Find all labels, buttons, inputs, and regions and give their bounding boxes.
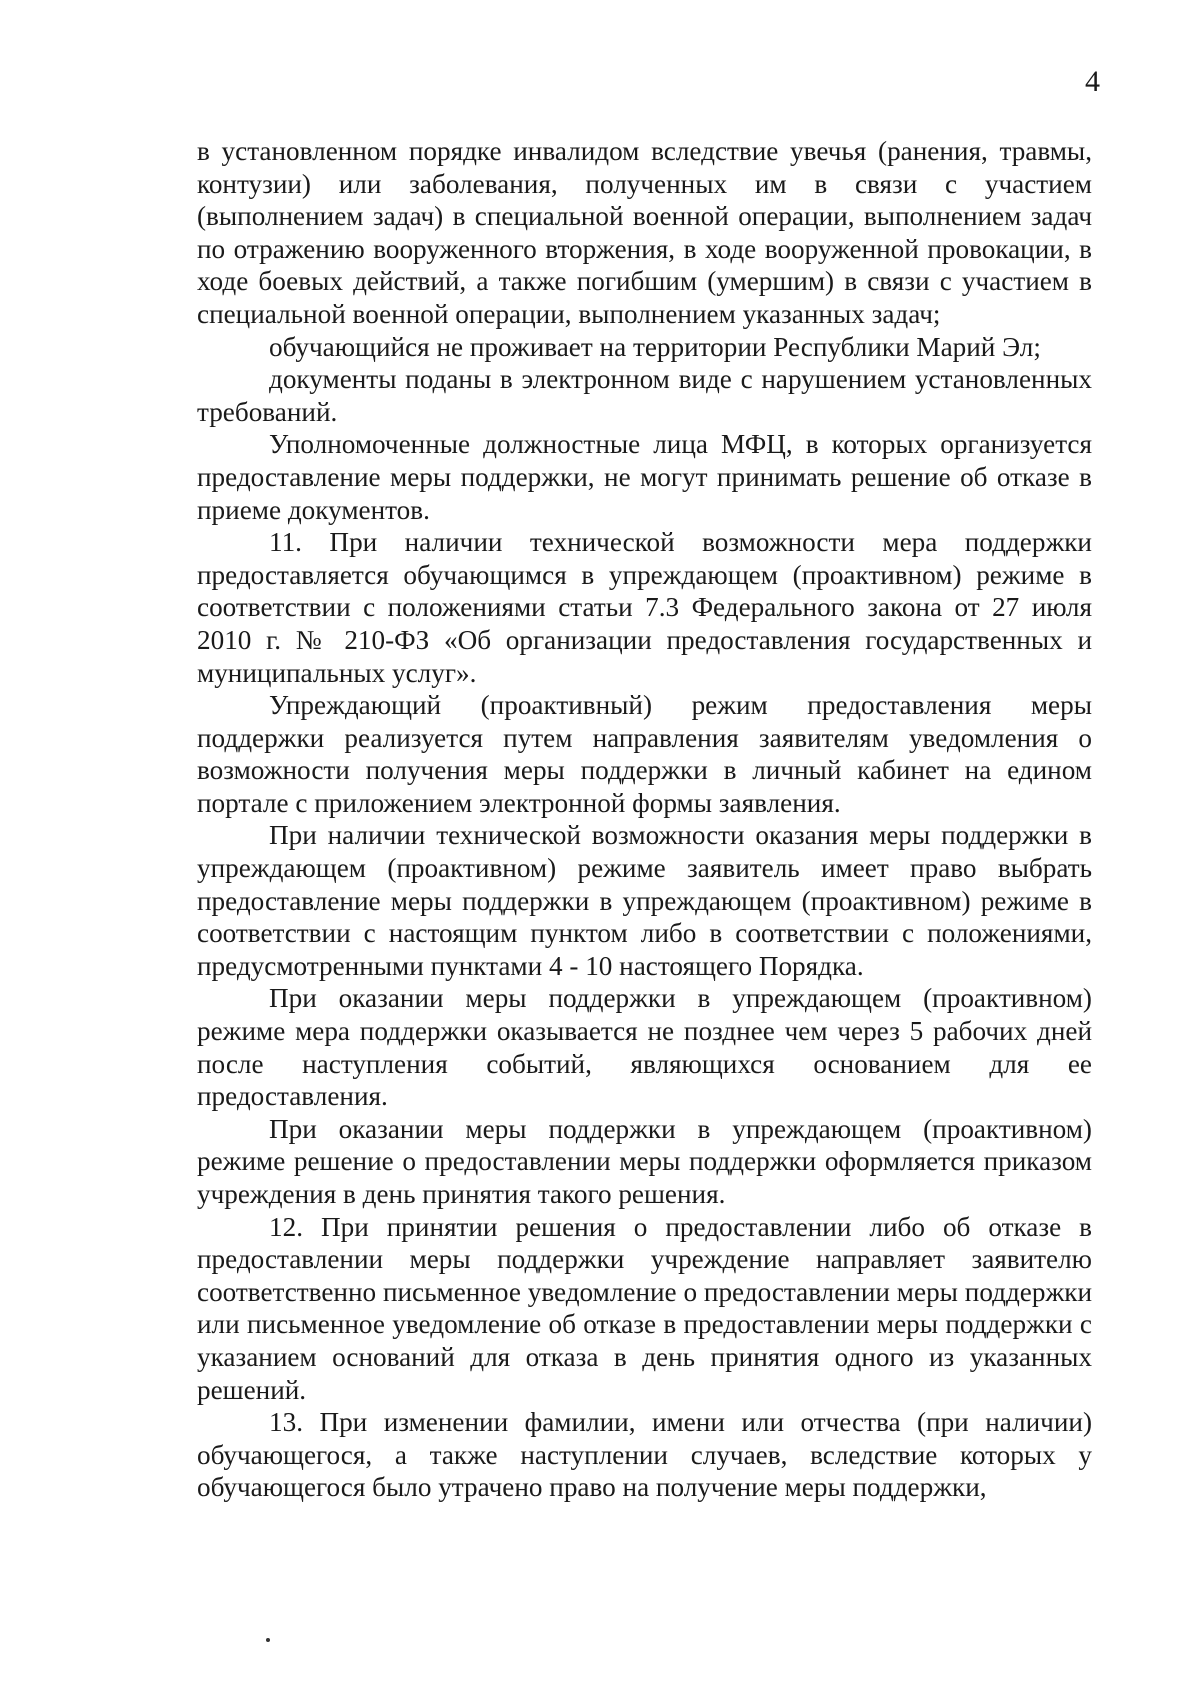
paragraph-choice-of-mode: При наличии технической возможности оказания меры поддержки в упреждающем (проактивном) режиме заявитель имеет право выбрать предоставление меры поддержки в упреждающем (проактивном) режиме в соответствии с настоящим пунктом либо в соответствии с положениями, предусмотренными пунктами 4 - 10 настоящего Порядка. — [197, 820, 1092, 981]
paragraph-continuation: в установленном порядке инвалидом вследствие увечья (ранения, травмы, контузии) или заболевания, полученных им в связи с участием (выполнением задач) в специальной военной операции, выполнением задач по отражению вооруженного вторжения, в ходе вооруженной провокации, в ходе боевых действий, а также погибшим (умершим) в связи с участием в специальной военной операции, выполнением указанных задач; — [197, 136, 1092, 329]
page-number: 4 — [1085, 65, 1100, 98]
scan-artifact-dot — [266, 1638, 270, 1642]
paragraph-residence-condition: обучающийся не проживает на территории Республики Марий Эл; — [269, 331, 1041, 362]
paragraph-item-13: 13. При изменении фамилии, имени или отчества (при наличии) обучающегося, а также наступлении случаев, вследствие которых у обучающегося было утрачено право на получение меры поддержки, — [197, 1407, 1092, 1503]
paragraph-mfc-officials: Уполномоченные должностные лица МФЦ, в которых организуется предоставление меры поддержки, не могут принимать решение об отказе в приеме документов. — [197, 429, 1092, 525]
paragraph-order-decision: При оказании меры поддержки в упреждающем (проактивном) режиме решение о предоставлении меры поддержки оформляется приказом учреждения в день принятия такого решения. — [197, 1113, 1092, 1209]
document-body — [197, 135, 1092, 1504]
paragraph-item-11: 11. При наличии технической возможности мера поддержки предоставляется обучающимся в упреждающем (проактивном) режиме в соответствии с положениями статьи 7.3 Федерального закона от 27 июля 2010 г. № 210-ФЗ «Об организации предоставления государственных и муниципальных услуг». — [197, 527, 1092, 688]
paragraph-item-12: 12. При принятии решения о предоставлении либо об отказе в предоставлении меры поддержки учреждение направляет заявителю соответственно письменное уведомление о предоставлении меры поддержки или письменное уведомление об отказе в предоставлении меры поддержки с указанием оснований для отказа в день принятия одного из указанных решений. — [197, 1211, 1092, 1405]
paragraph-five-working-days: При оказании меры поддержки в упреждающем (проактивном) режиме мера поддержки оказывается не позднее чем через 5 рабочих дней после наступления событий, являющихся основанием для ее предоставления. — [197, 983, 1092, 1112]
paragraph-electronic-documents: документы поданы в электронном виде с нарушением установленных требований. — [197, 364, 1092, 427]
paragraph-proactive-mode: Упреждающий (проактивный) режим предоставления меры поддержки реализуется путем направления заявителям уведомления о возможности получения меры поддержки в личный кабинет на едином портале с приложением электронной формы заявления. — [197, 690, 1092, 818]
